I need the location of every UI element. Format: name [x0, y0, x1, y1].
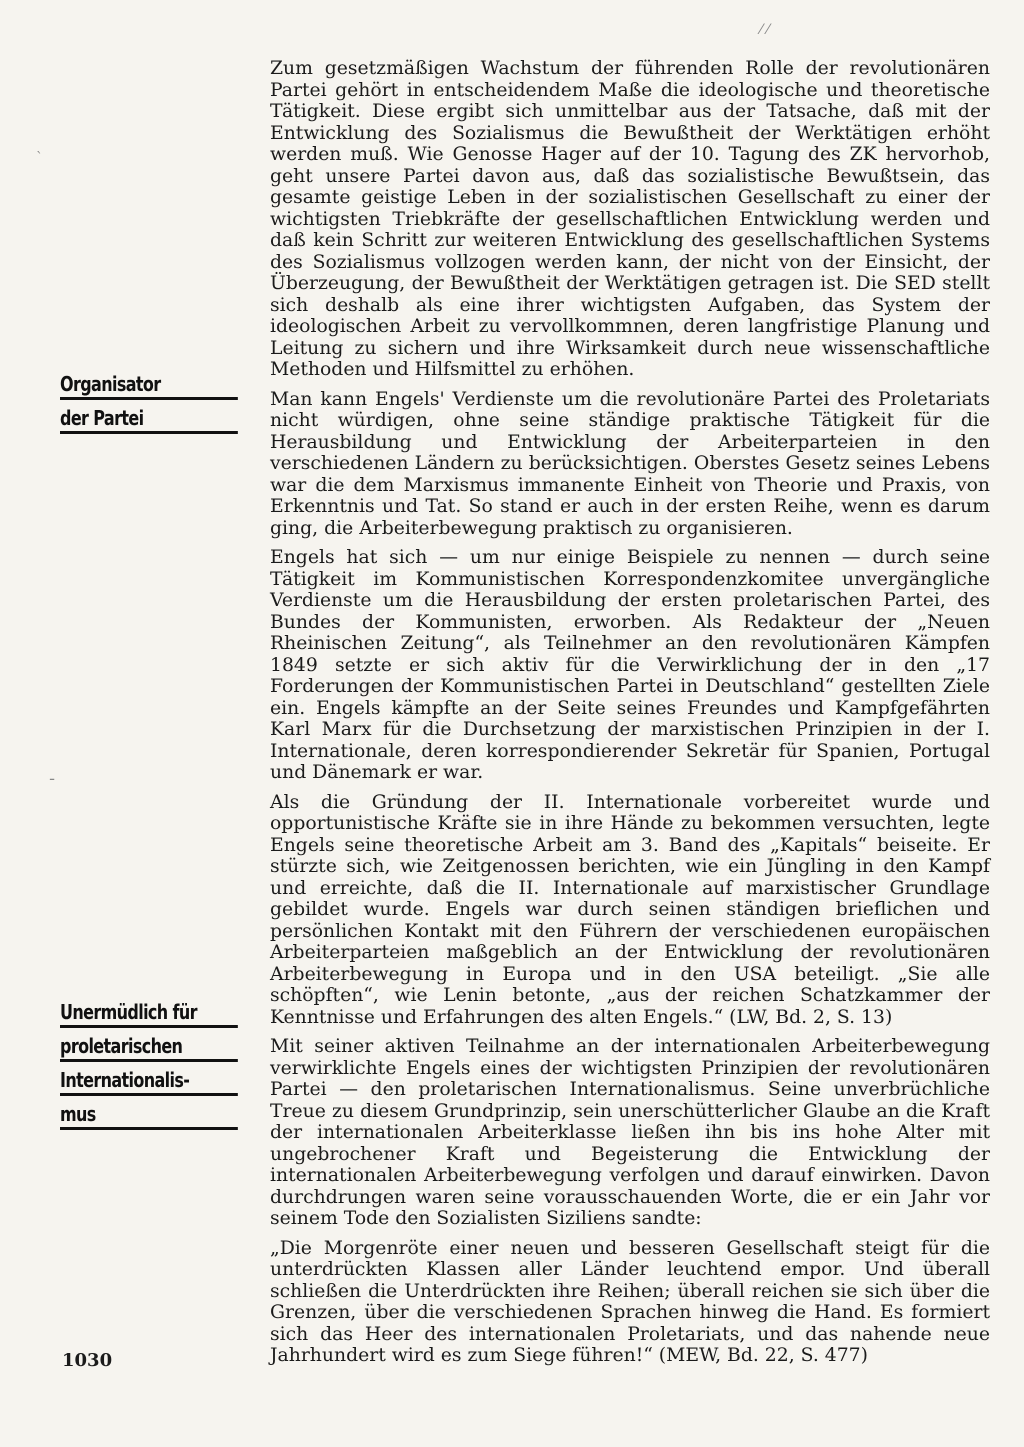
- margin-heading-organisator: [60, 372, 238, 440]
- margin-heading-internationalismus: [60, 1000, 238, 1136]
- margin-heading-line: Organisator: [60, 372, 238, 400]
- margin-heading-line: der Partei: [60, 406, 238, 434]
- paragraph-second-international: Als die Gründung der II. Internationale vorbereitet wurde und opportunistische Kräfte sie in ihre Hände zu bekommen versuchten, legte Engels seine theoretische Arbeit am 3. Band des „Kapitals“ beiseite. Er stürzte sich, wie Zeitgenossen berichten, wie ein Jüngling in den Kampf und erreichte, daß die II. Internationale auf marxistischer Grundlage gebildet wurde. Engels war durch seinen ständigen brieflichen und persönlichen Kontakt mit den Führern der verschiedenen europäischen Arbeiterparteien maßgeblich an der Entwicklung der revolutionären Arbeiterbewegung in Europa und in den USA beteiligt. „Sie alle schöpften“, wie Lenin betonte, „aus der reichen Schatzkammer der Kenntnisse und Erfahrungen des alten Engels.“ (LW, Bd. 2, S. 13): [270, 791, 990, 1028]
- body-column: [270, 58, 990, 1375]
- paragraph-engels-merits: Man kann Engels' Verdienste um die revolutionäre Partei des Proletariats nicht würdigen, ohne seine ständige praktische Tätigkeit für die Herausbildung und Entwicklung der Arbeiterparteien in den verschiedenen Ländern zu berücksichtigen. Oberstes Gesetz seines Lebens war die dem Marxismus immanente Einheit von Theorie und Praxis, von Erkenntnis und Tat. So stand er auch in der ersten Reihe, wenn es darum ging, die Arbeiterbewegung praktisch zu organisieren.: [270, 388, 990, 539]
- paragraph-ideological-work: Zum gesetzmäßigen Wachstum der führenden Rolle der revolutionären Partei gehört in entscheidendem Maße die ideologische und theoretische Tätigkeit. Diese ergibt sich unmittelbar aus der Tatsache, daß mit der Entwicklung des Sozialismus die Bewußtheit der Werktätigen erhöht werden muß. Wie Genosse Hager auf der 10. Tagung des ZK hervorhob, geht unsere Partei davon aus, daß das sozialistische Bewußtsein, das gesamte geistige Leben in der sozialistischen Gesellschaft zu einer der wichtigsten Triebkräfte der gesellschaftlichen Entwicklung werden und daß kein Schritt zur weiteren Entwicklung des gesellschaftlichen Systems des Sozialismus vollzogen werden kann, der nicht von der Einsicht, der Überzeugung, der Bewußtheit der Werktätigen getragen ist. Die SED stellt sich deshalb als eine ihrer wichtigsten Aufgaben, das System der ideologischen Arbeit zu vervollkommnen, deren langfristige Planung und Leitung zu sichern und ihre Wirksamkeit durch neue wissenschaftliche Methoden und Hilfsmittel zu erhöhen.: [270, 58, 990, 380]
- margin-heading-line: mus: [60, 1102, 238, 1130]
- paragraph-internationalism: Mit seiner aktiven Teilnahme an der internationalen Arbeiterbewegung verwirklichte Engels eines der wichtigsten Prinzipien der revolutionären Partei — den proletarischen Internationalismus. Seine unverbrüchliche Treue zu diesem Grundprinzip, sein unerschütterlicher Glaube an die Kraft der internationalen Arbeiterklasse ließen ihn bis ins hohe Alter mit ungebrochener Kraft und Begeisterung die Entwicklung der internationalen Arbeiterbewegung verfolgen und darauf einwirken. Davon durchdrungen waren seine vorausschauenden Worte, die er ein Jahr vor seinem Tode den Sozialisten Siziliens sandte:: [270, 1036, 990, 1229]
- scan-mark: ˋ: [36, 150, 43, 166]
- scan-mark: ⁄ ⁄: [760, 22, 770, 38]
- paragraph-quotation: „Die Morgenröte einer neuen und besseren Gesellschaft steigt für die unterdrückten Klassen aller Länder leuchtend empor. Und überall schließen die Unterdrückten ihre Reihen; überall reichen sie sich über die Grenzen, über die verschiedenen Sprachen hinweg die Hand. Es formiert sich das Heer des internationalen Proletariats, und das nahende neue Jahrhundert wird es zum Siege führen!“ (MEW, Bd. 22, S. 477): [270, 1237, 990, 1366]
- page-number: 1030: [62, 1350, 113, 1371]
- margin-heading-line: Internationalis-: [60, 1068, 238, 1096]
- margin-heading-line: proletarischen: [60, 1034, 238, 1062]
- paragraph-communist-league: Engels hat sich — um nur einige Beispiele zu nennen — durch seine Tätigkeit im Kommunistischen Korrespondenzkomitee unvergängliche Verdienste um die Herausbildung der ersten proletarischen Partei, des Bundes der Kommunisten, erworben. Als Redakteur der „Neuen Rheinischen Zeitung“, als Teilnehmer an den revolutionären Kämpfen 1849 setzte er sich aktiv für die Verwirklichung der in den „17 Forderungen der Kommunistischen Partei in Deutschland“ gestellten Ziele ein. Engels kämpfte an der Seite seines Freundes und Kampfgefährten Karl Marx für die Durchsetzung der marxistischen Prinzipien in der I. Internationale, deren korrespondierender Sekretär für Spanien, Portugal und Dänemark er war.: [270, 547, 990, 783]
- margin-heading-line: Unermüdlich für: [60, 1000, 238, 1028]
- scan-mark: ـ: [50, 768, 55, 784]
